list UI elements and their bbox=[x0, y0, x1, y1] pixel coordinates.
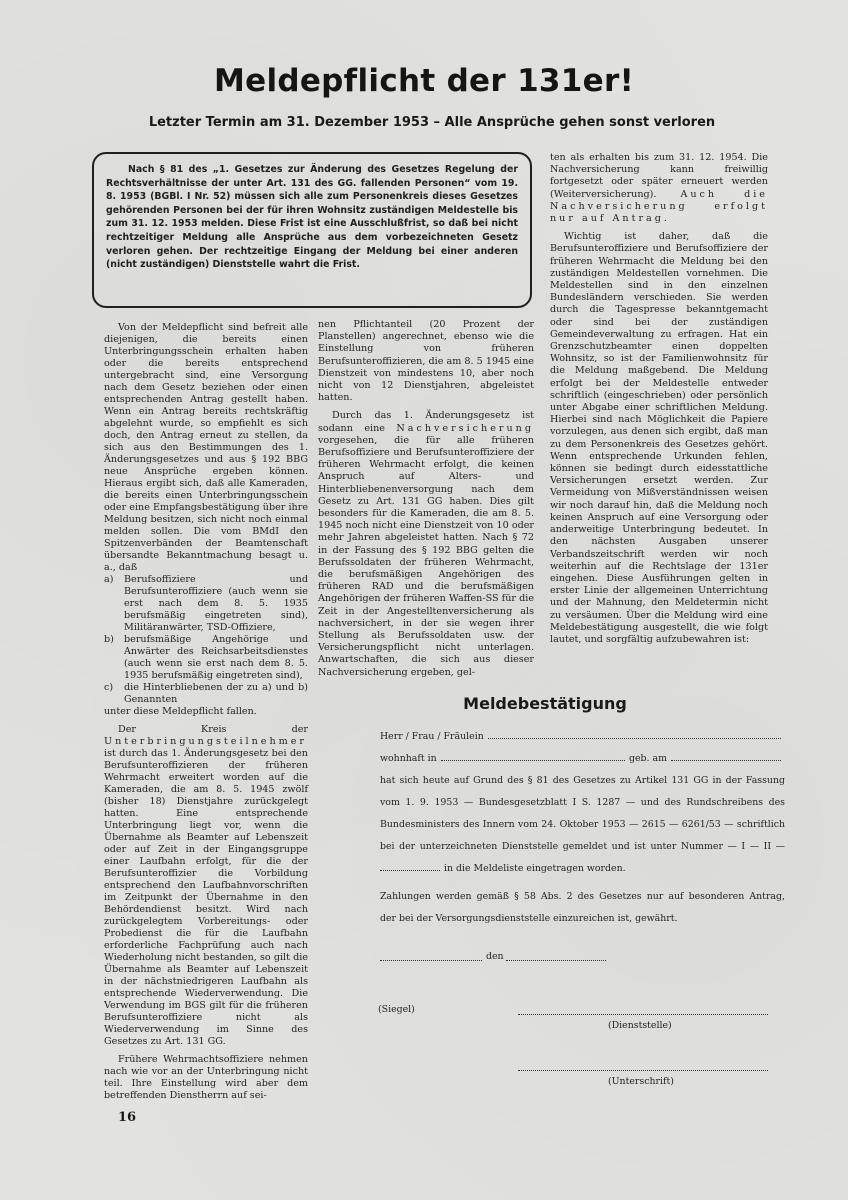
subtitle: Letzter Termin am 31. Dezember 1953 – Alle Ansprüche gehen sonst verloren bbox=[148, 115, 716, 130]
col2-p2-spaced: Nachversicherung bbox=[396, 422, 534, 434]
col2-p2-rest: vorgesehen, die für alle früheren Berufsoffiziere und Berufsunteroffiziere der früheren Wehrmacht erfolgt, die keinen Anspruch auf Alters- und Hinterbliebenenversorgung nach dem Gesetz zu Art. 131 GG haben. Dies gilt besonders für die Kameraden, die am 8. 5. 1945 noch nicht eine Dienstzeit von 10 oder mehr Jahren abgeleistet hatten. Nach § 72 in der Fassung des § 192 BBG gelten die Berufssoldaten der früheren Wehrmacht, die berufsmäßigen Angehörigen des früheren RAD und die berufsmäßigen Angehörigen der früheren Waffen-SS für die Zeit in der Angestelltenversicherung als nachversichert, in der sie wegen ihrer Stellung als Berufssoldaten usw. der Versicherungspflicht nicht unterlagen. Anwartschaften, die sich aus dieser Nachversicherung ergeben, gel- bbox=[318, 434, 534, 678]
col1-p2-spaced: Unterbringungsteilnehmer bbox=[104, 736, 307, 747]
form-line-4: bei der unterzeichneten Dienststelle gemeldet und ist unter Nummer — I — II — bbox=[380, 841, 785, 852]
col1-paragraph-3: Frühere Wehrmachtsoffiziere nehmen nach wie vor an der Unterbringung nicht teil. Ihre Einstellung wird aber dem betreffenden Dienstherrn auf sei- bbox=[104, 1054, 308, 1101]
column-1 bbox=[104, 322, 308, 1102]
col2-paragraph-1: nen Pflichtanteil (20 Prozent der Planstellen) angerechnet, ebenso wie die Einstellung von früheren Berufsunteroffizieren, die am 8. 5 1945 eine Dienstzeit von mindestens 10, aber noch nicht von 12 Dienstjahren, abgeleistet hatten. bbox=[318, 319, 534, 404]
col3-paragraph-1 bbox=[550, 152, 768, 225]
col3-p1-spaced: Auch die Nachversicherung erfolgt nur auf Antrag. bbox=[550, 188, 768, 225]
signature-field[interactable] bbox=[518, 1070, 768, 1071]
col1-paragraph-1: Von der Meldepflicht sind befreit alle diejenigen, die bereits einen Unterbringungsschein erhalten haben oder die bereits entsprechend untergebracht sind, eine Versorgung nach dem Gesetz beziehen oder einen entsprechenden Antrag gestellt haben. Wenn ein Antrag bereits rechtskräftig abgelehnt wurde, so empfiehlt es sich doch, den Antrag erneut zu stellen, da sich aus den Bestimmungen des 1. Änderungsgesetzes und aus § 192 BBG neue Ansprüche ergeben können. Hieraus ergibt sich, daß alle Kameraden, die bereits einen Unterbringungsschein oder eine Empfangsbestätigung über ihre Meldung besitzen, sich nicht noch einmal melden sollen. Die vom BMdI den Spitzenverbänden der Beamtenschaft übersandte Bekanntmachung besagt u. a., daß bbox=[104, 322, 308, 573]
birth-date-field[interactable] bbox=[671, 751, 781, 761]
col2-p2-start: Durch das 1. Änderungsgesetz ist sodann eine bbox=[318, 410, 534, 434]
office-label: (Dienststelle) bbox=[608, 1020, 672, 1031]
list-item bbox=[104, 682, 308, 706]
signature-label: (Unterschrift) bbox=[608, 1076, 674, 1087]
birth-label: geb. am bbox=[629, 753, 667, 764]
list-number-row bbox=[380, 858, 785, 880]
list-item bbox=[104, 574, 308, 634]
name-row bbox=[380, 726, 785, 748]
list-text: berufsmäßige Angehörige und Anwärter des Reichsarbeitsdienstes (auch wenn sie erst nach dem 8. 5. 1935 berufsmäßig eingetreten sind), bbox=[124, 634, 308, 681]
place-field[interactable] bbox=[380, 960, 482, 961]
registration-form bbox=[380, 726, 785, 930]
name-field[interactable] bbox=[488, 729, 781, 739]
form-line-1: hat sich heute auf Grund des § 81 des Gesetzes zu Artikel 131 GG in der Fassung bbox=[380, 775, 785, 786]
name-label: Herr / Frau / Fräulein bbox=[380, 731, 484, 742]
list-label: c) bbox=[104, 682, 114, 693]
date-label: den bbox=[486, 951, 504, 962]
column-3 bbox=[550, 152, 768, 646]
list-number-field[interactable] bbox=[380, 861, 440, 871]
residence-field[interactable] bbox=[441, 751, 625, 761]
page-number: 16 bbox=[118, 1110, 137, 1125]
form-line-2: vom 1. 9. 1953 — Bundesgesetzblatt I S. 1287 — und des Rundschreibens des bbox=[380, 797, 785, 808]
col3-paragraph-2: Wichtig ist daher, daß die Berufsunteroffiziere und Berufsoffiziere der früheren Wehrmacht die Meldung bei den zuständigen Meldestellen vornehmen. Die Meldestellen sind in den einzelnen Bundesländern verschieden. Sie werden durch die Tagespresse bekanntgemacht oder sind bei der zuständigen Gemeindeverwaltung zu erfragen. Hat ein Grenzschutzbeamter einen doppelten Wohnsitz, so ist der Familienwohnsitz für die Meldung maßgebend. Die Meldung erfolgt bei der Meldestelle entweder schriftlich (eingeschrieben) oder persönlich unter Abgabe einer schriftlichen Meldung. Hierbei sind nach Möglichkeit die Papiere vorzulegen, aus denen sich ergibt, daß man zu dem Personenkreis des Gesetzes gehört. Wenn entsprechende Urkunden fehlen, können sie bedingt durch eidesstattliche Versicherungen ersetzt werden. Zur Vermeidung von Mißverständnissen weisen wir noch darauf hin, daß die Meldung noch keinen Anspruch auf eine Versorgung oder anderweitige Unterbringung bedeutet. In den nächsten Ausgaben unserer Verbandszeitschrift werden wir noch weiterhin auf die Rechtslage der 131er eingehen. Diese Ausführungen gelten in erster Linie der allgemeinen Unterrichtung und der Mahnung, den Meldetermin nicht zu versäumen. Über die Meldung wird eine Meldebestätigung ausgestellt, die wie folgt lautet, und sorgfältig aufzubewahren ist: bbox=[550, 231, 768, 645]
list-label: a) bbox=[104, 574, 114, 585]
eligibility-list bbox=[104, 574, 308, 706]
payment-line-2: der bei der Versorgungsdienststelle einzureichen ist, gewährt. bbox=[380, 913, 678, 924]
col3-p1: ten als erhalten bis zum 31. 12. 1954. Die Nachversicherung kann freiwillig fortgesetzt oder später erneuert werden (Weiterversicherung). bbox=[550, 152, 768, 200]
col2-paragraph-2 bbox=[318, 410, 534, 678]
form-line-5: in die Meldeliste eingetragen worden. bbox=[444, 863, 626, 874]
col1-paragraph-2 bbox=[104, 724, 308, 1048]
seal-label: (Siegel) bbox=[378, 1004, 415, 1015]
list-text: Berufsoffiziere und Berufsunteroffiziere (auch wenn sie erst nach dem 8. 5. 1935 berufsmäßig eingetreten sind), Militäranwärter, TSD-Offiziere, bbox=[124, 574, 308, 633]
list-text: die Hinterbliebenen der zu a) und b) Genannten bbox=[124, 682, 308, 705]
column-2 bbox=[318, 319, 534, 679]
col1-paragraph-1-end: unter diese Meldepflicht fallen. bbox=[104, 706, 257, 717]
col1-p2-rest: ist durch das 1. Änderungsgesetz bei den Berufsunteroffizieren der früheren Wehrmacht erweitert worden auf die Kameraden, die am 8. 5. 1945 zwölf (bisher 18) Dienstjahre zurückgelegt hatten. Eine entsprechende Unterbringung liegt vor, wenn die Übernahme als Beamter auf Lebenszeit oder auf Zeit in der Eingangsgruppe einer Laufbahn erfolgt, für die der Berufsunteroffizier die Vorbildung entsprechend den Laufbahnvorschriften im Zeitpunkt der Übernahme in den Behördendienst besitzt. Wird nach zurückgelegtem Vorbereitungs- oder Probedienst die für die Laufbahn erforderliche Fachprüfung auch nach Wiederholung nicht bestanden, so gilt die Übernahme als Beamter auf Lebenszeit in der nächstniedrigeren Laufbahn als entsprechende Wiederverwendung. Die Verwendung im BGS gilt für die früheren Berufsunteroffiziere nicht als Wiederverwendung im Sinne des Gesetzes zu Art. 131 GG. bbox=[104, 748, 308, 1047]
office-field[interactable] bbox=[518, 1014, 768, 1015]
page-title: Meldepflicht der 131er! bbox=[213, 63, 635, 99]
payment-line-1: Zahlungen werden gemäß § 58 Abs. 2 des Gesetzes nur auf besonderen Antrag, bbox=[380, 891, 785, 902]
notice-box bbox=[92, 152, 532, 308]
date-field[interactable] bbox=[506, 960, 606, 961]
col1-p2-start: Der Kreis der bbox=[118, 724, 308, 735]
list-item bbox=[104, 634, 308, 682]
list-label: b) bbox=[104, 634, 114, 645]
residence-row bbox=[380, 748, 785, 770]
form-line-3: Bundesministers des Innern vom 24. Oktober 1953 — 2615 — 6261/53 — schriftlich bbox=[380, 819, 785, 830]
notice-text: Nach § 81 des „1. Gesetzes zur Änderung des Gesetzes Regelung der Rechtsverhältnisse der unter Art. 131 des GG. fallenden Personen“ vom 19. 8. 1953 (BGBl. I Nr. 52) müssen sich alle zum Personenkreis dieses Gesetzes gehörenden Personen bei der für ihren Wohnsitz zuständigen Meldestelle bis zum 31. 12. 1953 melden. Diese Frist ist eine Ausschlußfrist, so daß bei nicht rechtzeitiger Meldung alle Ansprüche aus dem vorbezeichneten Gesetz verloren gehen. Der rechtzeitige Eingang der Meldung bei einer anderen (nicht zuständigen) Dienststelle wahrt die Frist. bbox=[106, 164, 518, 271]
residence-label: wohnhaft in bbox=[380, 753, 437, 764]
form-title: Meldebestätigung bbox=[463, 694, 627, 713]
